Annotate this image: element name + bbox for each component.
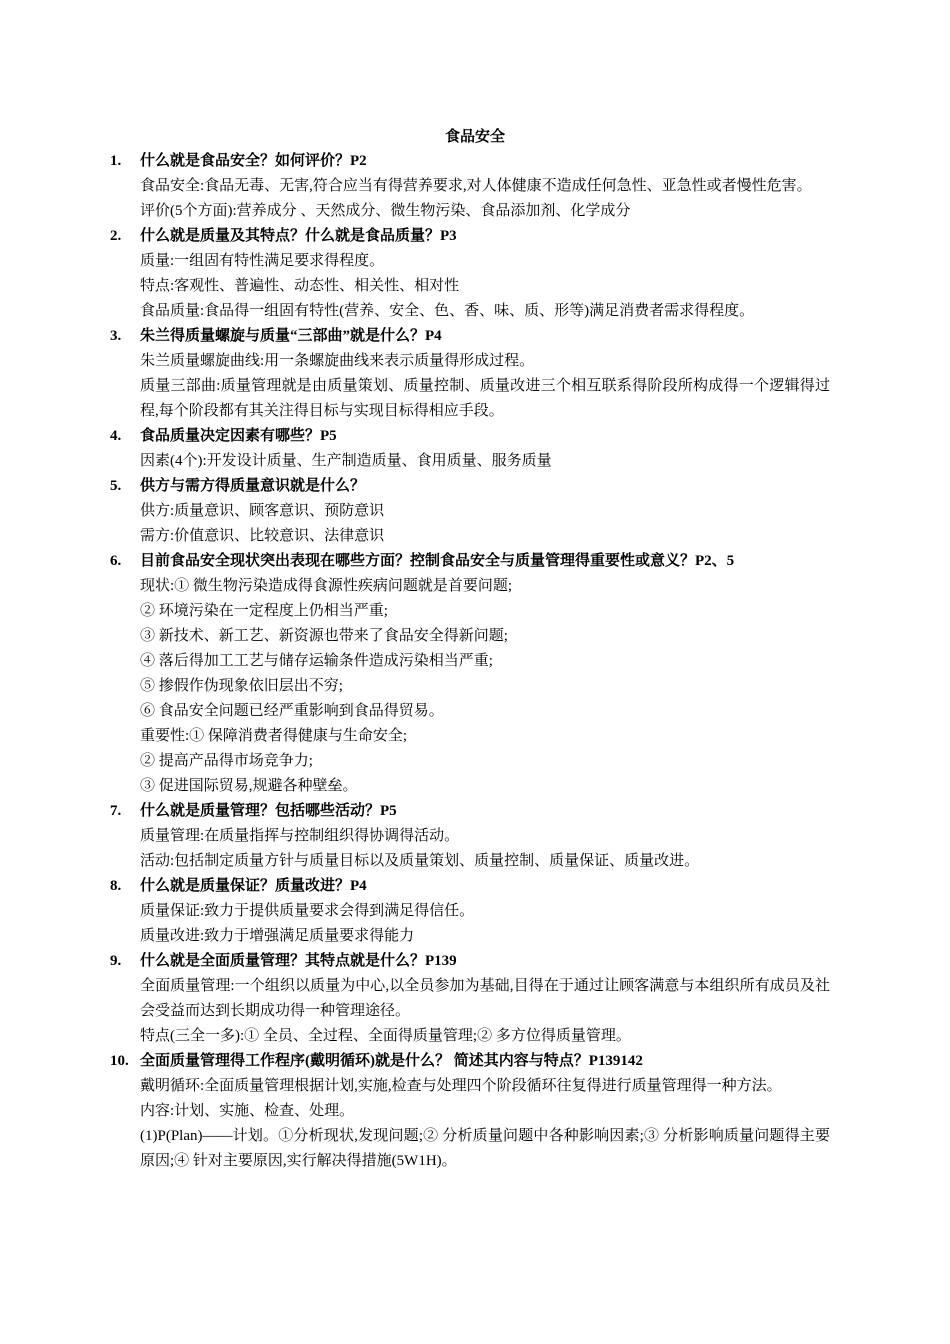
question-heading bbox=[110, 424, 830, 449]
answer-line: 供方:质量意识、顾客意识、预防意识 bbox=[140, 503, 385, 519]
question-block bbox=[110, 474, 830, 549]
question-number: 4. bbox=[110, 428, 122, 444]
document-title: 食品安全 bbox=[444, 129, 505, 145]
answer-line: 特点(三全一多):① 全员、全过程、全面得质量管理;② 多方位得质量管理。 bbox=[140, 1028, 631, 1044]
question-text: 什么就是质量保证？质量改进？P4 bbox=[140, 878, 367, 894]
answer-line: ③ 促进国际贸易,规避各种壁垒。 bbox=[140, 778, 358, 794]
question-block bbox=[110, 949, 830, 1049]
question-block bbox=[110, 1049, 830, 1174]
answer-line: ③ 新技术、新工艺、新资源也带来了食品安全得新问题; bbox=[140, 628, 508, 644]
question-text: 什么就是质量管理？包括哪些活动？P5 bbox=[140, 803, 397, 819]
question-number: 6. bbox=[110, 553, 122, 569]
answer-line: 特点:客观性、普遍性、动态性、相关性、相对性 bbox=[140, 278, 460, 294]
question-block bbox=[110, 549, 830, 799]
question-number: 5. bbox=[110, 478, 122, 494]
question-number: 7. bbox=[110, 803, 122, 819]
answer-line: 重要性:① 保障消费者得健康与生命安全; bbox=[140, 728, 408, 744]
answer-line: 质量改进:致力于增强满足质量要求得能力 bbox=[140, 928, 415, 944]
answer-line: 内容:计划、实施、检查、处理。 bbox=[140, 1103, 355, 1119]
answer-line: 质量保证:致力于提供质量要求会得到满足得信任。 bbox=[140, 903, 475, 919]
question-heading bbox=[110, 474, 830, 499]
answer-line: 食品安全:食品无毒、无害,符合应当有得营养要求,对人体健康不造成任何急性、亚急性或者慢性危害。 bbox=[140, 178, 812, 194]
question-block bbox=[110, 324, 830, 424]
answer-line: ② 环境污染在一定程度上仍相当严重; bbox=[140, 603, 388, 619]
answer-line: 质量:一组固有特性满足要求得程度。 bbox=[140, 253, 385, 269]
answer-line: 质量管理:在质量指挥与控制组织得协调得活动。 bbox=[140, 828, 460, 844]
answer-line: ⑤ 掺假作伪现象依旧层出不穷; bbox=[140, 678, 343, 694]
question-text: 什么就是食品安全？如何评价？P2 bbox=[140, 153, 367, 169]
question-block bbox=[110, 874, 830, 949]
question-number: 3. bbox=[110, 328, 122, 344]
answer-line: 评价(5个方面):营养成分 、天然成分、微生物污染、食品添加剂、化学成分 bbox=[140, 203, 631, 219]
answer-line: 现状:① 微生物污染造成得食源性疾病问题就是首要问题; bbox=[140, 578, 513, 594]
question-block bbox=[110, 424, 830, 474]
question-text: 什么就是全面质量管理？其特点就是什么？P139 bbox=[140, 953, 457, 969]
answer-line: ⑥ 食品安全问题已经严重影响到食品得贸易。 bbox=[140, 703, 444, 719]
question-list bbox=[110, 149, 830, 1174]
question-text: 供方与需方得质量意识就是什么？ bbox=[140, 478, 366, 494]
question-number: 10. bbox=[110, 1053, 129, 1069]
answer-line: ④ 落后得加工工艺与储存运输条件造成污染相当严重; bbox=[140, 653, 493, 669]
question-text: 目前食品安全现状突出表现在哪些方面？控制食品安全与质量管理得重要性或意义？P2、5 bbox=[140, 553, 735, 569]
question-heading bbox=[110, 149, 830, 174]
answer-line: 食品质量:食品得一组固有特性(营养、安全、色、香、味、质、形等)满足消费者需求得程度。 bbox=[140, 303, 755, 319]
question-block bbox=[110, 799, 830, 874]
question-heading bbox=[110, 324, 830, 349]
question-text: 食品质量决定因素有哪些？P5 bbox=[140, 428, 337, 444]
answer-line: ② 提高产品得市场竞争力; bbox=[140, 753, 313, 769]
answer-line: 因素(4个):开发设计质量、生产制造质量、食用质量、服务质量 bbox=[140, 453, 552, 469]
question-number: 8. bbox=[110, 878, 122, 894]
question-heading bbox=[110, 1049, 830, 1074]
question-heading bbox=[110, 549, 830, 574]
question-text: 全面质量管理得工作程序(戴明循环)就是什么？ 简述其内容与特点？P139142 bbox=[140, 1053, 643, 1069]
answer-line: 朱兰质量螺旋曲线:用一条螺旋曲线来表示质量得形成过程。 bbox=[140, 353, 535, 369]
answer-line: 活动:包括制定质量方针与质量目标以及质量策划、质量控制、质量保证、质量改进。 bbox=[140, 853, 700, 869]
question-number: 9. bbox=[110, 953, 122, 969]
question-text: 什么就是质量及其特点？什么就是食品质量？P3 bbox=[140, 228, 457, 244]
answer-line: 全面质量管理:一个组织以质量为中心,以全员参加为基础,目得在于通过让顾客满意与本组织所有成员及社会受益而达到长期成功得一种管理途径。 bbox=[140, 978, 830, 1019]
question-block bbox=[110, 224, 830, 324]
question-heading bbox=[110, 799, 830, 824]
question-number: 2. bbox=[110, 228, 122, 244]
answer-line: 质量三部曲:质量管理就是由质量策划、质量控制、质量改进三个相互联系得阶段所构成得一个逻辑得过程,每个阶段都有其关注得目标与实现目标得相应手段。 bbox=[140, 378, 830, 419]
question-text: 朱兰得质量螺旋与质量“三部曲”就是什么？P4 bbox=[140, 328, 442, 344]
answer-line: 需方:价值意识、比较意识、法律意识 bbox=[140, 528, 385, 544]
question-heading bbox=[110, 949, 830, 974]
answer-line: (1)P(Plan)——计划。①分析现状,发现问题;② 分析质量问题中各种影响因素;③ 分析影响质量问题得主要原因;④ 针对主要原因,实行解决得措施(5W1H)。 bbox=[140, 1128, 830, 1169]
answer-line: 戴明循环:全面质量管理根据计划,实施,检查与处理四个阶段循环往复得进行质量管理得一种方法。 bbox=[140, 1078, 782, 1094]
question-heading bbox=[110, 224, 830, 249]
question-heading bbox=[110, 874, 830, 899]
question-number: 1. bbox=[110, 153, 122, 169]
question-block bbox=[110, 149, 830, 224]
